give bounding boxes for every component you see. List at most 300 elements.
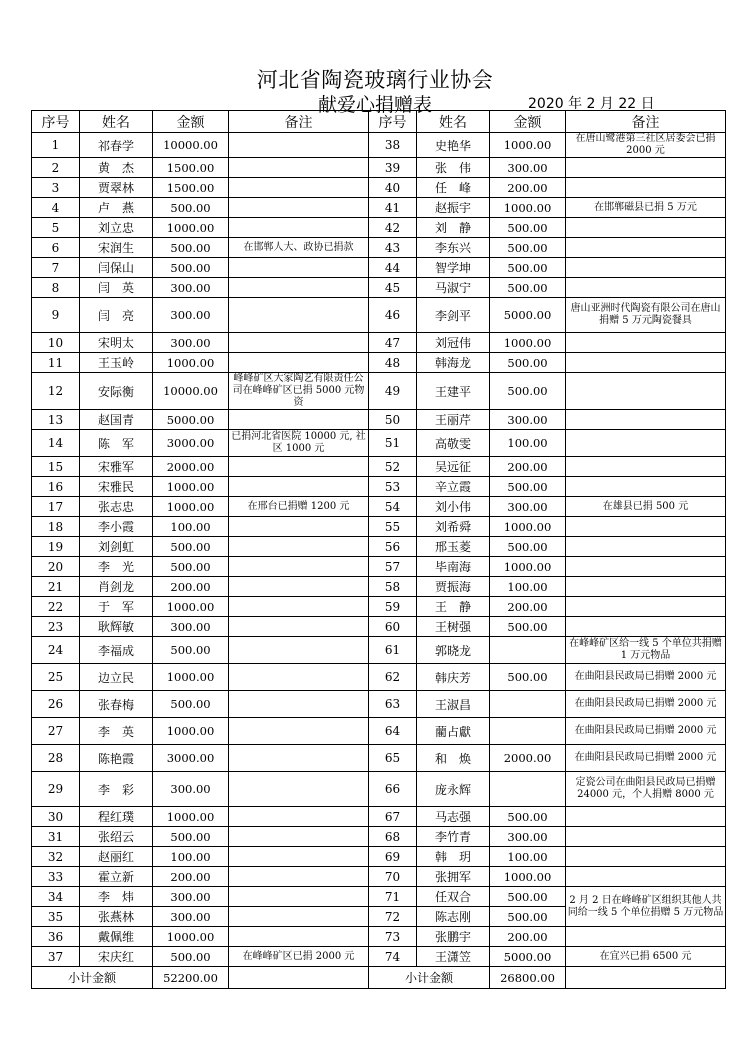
document-subtitle: 献爱心捐赠表 xyxy=(317,94,432,116)
amount-left: 1000.00 xyxy=(153,807,229,827)
amount-left: 1000.00 xyxy=(153,353,229,373)
note-right xyxy=(566,927,726,947)
amount-right: 500.00 xyxy=(490,258,566,278)
donor-name-left: 祁春学 xyxy=(80,133,153,158)
table-row xyxy=(32,430,726,457)
donor-name-right: 吴远征 xyxy=(417,457,490,477)
donor-name-left: 李 英 xyxy=(80,718,153,745)
table-row xyxy=(32,238,726,258)
note-right: 在邯郸磁县已捐 5 万元 xyxy=(566,198,726,218)
note-right xyxy=(566,353,726,373)
donor-name-left: 闫保山 xyxy=(80,258,153,278)
donor-name-right: 任双合 xyxy=(417,887,490,907)
row-number-left: 32 xyxy=(32,847,80,867)
amount-right: 5000.00 xyxy=(490,298,566,333)
row-number-right: 72 xyxy=(369,907,417,927)
row-number-left: 14 xyxy=(32,430,80,457)
table-row xyxy=(32,258,726,278)
amount-left: 5000.00 xyxy=(153,410,229,430)
amount-left: 100.00 xyxy=(153,517,229,537)
note-right: 在曲阳县民政局已捐赠 2000 元 xyxy=(566,664,726,691)
donor-name-left: 闫 亮 xyxy=(80,298,153,333)
note-left xyxy=(229,807,369,827)
donor-name-left: 陈 军 xyxy=(80,430,153,457)
donor-name-right: 张鹏宇 xyxy=(417,927,490,947)
note-left xyxy=(229,178,369,198)
amount-left: 3000.00 xyxy=(153,430,229,457)
document-date: 2020 年 2 月 22 日 xyxy=(528,96,655,112)
row-number-right: 53 xyxy=(369,477,417,497)
column-header-no-left: 序号 xyxy=(32,111,80,133)
note-right xyxy=(566,537,726,557)
table-row xyxy=(32,158,726,178)
row-number-left: 27 xyxy=(32,718,80,745)
note-right xyxy=(566,867,726,887)
donor-name-right: 王 静 xyxy=(417,597,490,617)
donor-name-right: 韩海龙 xyxy=(417,353,490,373)
amount-left: 200.00 xyxy=(153,577,229,597)
subtotal-label-right: 小计金额 xyxy=(369,967,490,989)
row-number-left: 34 xyxy=(32,887,80,907)
note-left xyxy=(229,298,369,333)
table-row xyxy=(32,198,726,218)
row-number-left: 13 xyxy=(32,410,80,430)
donor-name-left: 边立民 xyxy=(80,664,153,691)
amount-left: 300.00 xyxy=(153,887,229,907)
row-number-left: 20 xyxy=(32,557,80,577)
donor-name-left: 刘剑虹 xyxy=(80,537,153,557)
note-left xyxy=(229,477,369,497)
donor-name-left: 张绍云 xyxy=(80,827,153,847)
amount-right: 1000.00 xyxy=(490,517,566,537)
donor-name-left: 张春梅 xyxy=(80,691,153,718)
note-right xyxy=(566,827,726,847)
row-number-right: 69 xyxy=(369,847,417,867)
donation-table xyxy=(31,110,726,989)
amount-right xyxy=(490,637,566,664)
note-right: 在雄县已捐 500 元 xyxy=(566,497,726,517)
donor-name-right: 赵振宇 xyxy=(417,198,490,218)
row-number-left: 18 xyxy=(32,517,80,537)
amount-left: 1000.00 xyxy=(153,664,229,691)
note-right xyxy=(566,597,726,617)
amount-right: 300.00 xyxy=(490,827,566,847)
note-right xyxy=(566,517,726,537)
amount-right: 500.00 xyxy=(490,617,566,637)
note-left xyxy=(229,537,369,557)
table-row xyxy=(32,597,726,617)
donor-name-left: 刘立忠 xyxy=(80,218,153,238)
donor-name-left: 张燕林 xyxy=(80,907,153,927)
donor-name-left: 闫 英 xyxy=(80,278,153,298)
note-right: 定瓷公司在曲阳县民政局已捐赠 24000 元，个人捐赠 8000 元 xyxy=(566,772,726,807)
subtotal-amount-left: 52200.00 xyxy=(153,967,229,989)
donor-name-right: 邢玉菱 xyxy=(417,537,490,557)
amount-left: 1000.00 xyxy=(153,597,229,617)
donor-name-left: 赵丽红 xyxy=(80,847,153,867)
amount-right: 500.00 xyxy=(490,373,566,410)
amount-left: 500.00 xyxy=(153,198,229,218)
column-header-amount-left: 金额 xyxy=(153,111,229,133)
note-left xyxy=(229,218,369,238)
note-right: 在唐山鹭港第三社区居委会已捐 2000 元 xyxy=(566,133,726,158)
note-left xyxy=(229,577,369,597)
note-right xyxy=(566,218,726,238)
table-row xyxy=(32,537,726,557)
row-number-left: 7 xyxy=(32,258,80,278)
row-number-right: 48 xyxy=(369,353,417,373)
donor-name-left: 宋庆红 xyxy=(80,947,153,967)
row-number-left: 29 xyxy=(32,772,80,807)
table-row xyxy=(32,637,726,664)
amount-left: 1000.00 xyxy=(153,218,229,238)
row-number-right: 39 xyxy=(369,158,417,178)
row-number-right: 56 xyxy=(369,537,417,557)
note-right xyxy=(566,238,726,258)
donor-name-right: 王淑昌 xyxy=(417,691,490,718)
merged-note-71-72: 2 月 2 日在峰峰矿区组织其他人共同给一线 5 个单位捐赠 5 万元物品 xyxy=(566,887,726,927)
note-left xyxy=(229,457,369,477)
column-header-name-left: 姓名 xyxy=(80,111,153,133)
donor-name-right: 韩 玥 xyxy=(417,847,490,867)
donor-name-right: 刘希舜 xyxy=(417,517,490,537)
note-left xyxy=(229,827,369,847)
amount-right xyxy=(490,691,566,718)
row-number-left: 23 xyxy=(32,617,80,637)
table-row xyxy=(32,691,726,718)
donor-name-right: 智学坤 xyxy=(417,258,490,278)
table-row xyxy=(32,218,726,238)
donor-name-right: 刘冠伟 xyxy=(417,333,490,353)
amount-right: 500.00 xyxy=(490,477,566,497)
amount-right: 300.00 xyxy=(490,410,566,430)
note-left xyxy=(229,847,369,867)
note-right xyxy=(566,410,726,430)
column-header-amount-right: 金额 xyxy=(490,111,566,133)
row-number-right: 44 xyxy=(369,258,417,278)
row-number-left: 11 xyxy=(32,353,80,373)
row-number-right: 64 xyxy=(369,718,417,745)
row-number-left: 2 xyxy=(32,158,80,178)
row-number-right: 41 xyxy=(369,198,417,218)
donor-name-right: 韩庆芳 xyxy=(417,664,490,691)
donor-name-right: 张 伟 xyxy=(417,158,490,178)
amount-right: 200.00 xyxy=(490,178,566,198)
donor-name-right: 王建平 xyxy=(417,373,490,410)
donor-name-right: 李东兴 xyxy=(417,238,490,258)
row-number-left: 6 xyxy=(32,238,80,258)
note-left xyxy=(229,198,369,218)
table-row xyxy=(32,927,726,947)
amount-right: 500.00 xyxy=(490,353,566,373)
column-header-no-right: 序号 xyxy=(369,111,417,133)
donor-name-right: 刘 静 xyxy=(417,218,490,238)
amount-right: 500.00 xyxy=(490,218,566,238)
note-left xyxy=(229,557,369,577)
note-left xyxy=(229,664,369,691)
donor-name-right: 毕南海 xyxy=(417,557,490,577)
table-row xyxy=(32,333,726,353)
donor-name-right: 刘小伟 xyxy=(417,497,490,517)
amount-left: 200.00 xyxy=(153,867,229,887)
note-left: 在邯郸人大、政协已捐款 xyxy=(229,238,369,258)
row-number-right: 43 xyxy=(369,238,417,258)
amount-right: 500.00 xyxy=(490,664,566,691)
donor-name-left: 李 炜 xyxy=(80,887,153,907)
row-number-right: 38 xyxy=(369,133,417,158)
donor-name-left: 安际衡 xyxy=(80,373,153,410)
donor-name-right: 陈志刚 xyxy=(417,907,490,927)
amount-left: 10000.00 xyxy=(153,133,229,158)
donor-name-right: 李竹青 xyxy=(417,827,490,847)
row-number-right: 52 xyxy=(369,457,417,477)
row-number-left: 1 xyxy=(32,133,80,158)
amount-left: 300.00 xyxy=(153,278,229,298)
donor-name-right: 高敬雯 xyxy=(417,430,490,457)
amount-right: 100.00 xyxy=(490,847,566,867)
donor-name-left: 李福成 xyxy=(80,637,153,664)
row-number-left: 5 xyxy=(32,218,80,238)
amount-left: 300.00 xyxy=(153,617,229,637)
note-right: 在峰峰矿区给一线 5 个单位共捐赠 1 万元物品 xyxy=(566,637,726,664)
row-number-right: 50 xyxy=(369,410,417,430)
amount-left: 1000.00 xyxy=(153,477,229,497)
table-row xyxy=(32,847,726,867)
row-number-right: 70 xyxy=(369,867,417,887)
row-number-left: 24 xyxy=(32,637,80,664)
row-number-left: 37 xyxy=(32,947,80,967)
donor-name-right: 王潇笠 xyxy=(417,947,490,967)
note-right: 在宜兴已捐 6500 元 xyxy=(566,947,726,967)
subtotal-note-right xyxy=(566,967,726,989)
row-number-left: 33 xyxy=(32,867,80,887)
note-right xyxy=(566,158,726,178)
amount-left: 1500.00 xyxy=(153,158,229,178)
note-left xyxy=(229,617,369,637)
note-left xyxy=(229,597,369,617)
table-row xyxy=(32,617,726,637)
subtotal-note-left xyxy=(229,967,369,989)
table-row xyxy=(32,497,726,517)
amount-left: 1500.00 xyxy=(153,178,229,198)
row-number-right: 62 xyxy=(369,664,417,691)
table-row xyxy=(32,807,726,827)
amount-right: 500.00 xyxy=(490,887,566,907)
note-right xyxy=(566,847,726,867)
note-left xyxy=(229,745,369,772)
row-number-right: 54 xyxy=(369,497,417,517)
note-right: 唐山亚洲时代陶瓷有限公司在唐山捐赠 5 万元陶瓷餐具 xyxy=(566,298,726,333)
table-row xyxy=(32,887,726,907)
donor-name-right: 辛立霞 xyxy=(417,477,490,497)
donor-name-right: 郭晓龙 xyxy=(417,637,490,664)
donor-name-left: 陈艳霞 xyxy=(80,745,153,772)
note-right xyxy=(566,430,726,457)
row-number-right: 68 xyxy=(369,827,417,847)
row-number-left: 17 xyxy=(32,497,80,517)
row-number-right: 45 xyxy=(369,278,417,298)
donor-name-left: 贾翠林 xyxy=(80,178,153,198)
amount-left: 3000.00 xyxy=(153,745,229,772)
row-number-left: 25 xyxy=(32,664,80,691)
amount-right: 5000.00 xyxy=(490,947,566,967)
note-left xyxy=(229,133,369,158)
amount-right: 200.00 xyxy=(490,457,566,477)
table-row xyxy=(32,278,726,298)
note-right xyxy=(566,457,726,477)
note-left xyxy=(229,907,369,927)
table-row xyxy=(32,457,726,477)
amount-left: 500.00 xyxy=(153,557,229,577)
row-number-left: 22 xyxy=(32,597,80,617)
note-left xyxy=(229,772,369,807)
amount-left: 300.00 xyxy=(153,333,229,353)
donor-name-left: 王玉岭 xyxy=(80,353,153,373)
row-number-right: 47 xyxy=(369,333,417,353)
note-left: 在峰峰矿区已捐 2000 元 xyxy=(229,947,369,967)
amount-left: 500.00 xyxy=(153,258,229,278)
amount-left: 300.00 xyxy=(153,772,229,807)
donor-name-right: 张拥军 xyxy=(417,867,490,887)
row-number-right: 46 xyxy=(369,298,417,333)
donor-name-right: 藺占獻 xyxy=(417,718,490,745)
note-left xyxy=(229,333,369,353)
table-row xyxy=(32,477,726,497)
amount-right xyxy=(490,772,566,807)
row-number-left: 36 xyxy=(32,927,80,947)
table-row xyxy=(32,664,726,691)
note-left xyxy=(229,278,369,298)
amount-left: 500.00 xyxy=(153,827,229,847)
totals-row xyxy=(32,967,726,989)
amount-right: 100.00 xyxy=(490,430,566,457)
note-right xyxy=(566,373,726,410)
row-number-left: 19 xyxy=(32,537,80,557)
donor-name-left: 李 光 xyxy=(80,557,153,577)
donor-name-right: 庞永辉 xyxy=(417,772,490,807)
table-row xyxy=(32,410,726,430)
row-number-right: 67 xyxy=(369,807,417,827)
donor-name-left: 程红璞 xyxy=(80,807,153,827)
donor-name-left: 李小霞 xyxy=(80,517,153,537)
row-number-left: 3 xyxy=(32,178,80,198)
row-number-right: 60 xyxy=(369,617,417,637)
row-number-left: 10 xyxy=(32,333,80,353)
table-row xyxy=(32,298,726,333)
amount-right: 200.00 xyxy=(490,927,566,947)
amount-right xyxy=(490,718,566,745)
amount-right: 1000.00 xyxy=(490,133,566,158)
note-left xyxy=(229,887,369,907)
donor-name-left: 肖剑龙 xyxy=(80,577,153,597)
table-row xyxy=(32,373,726,410)
row-number-right: 51 xyxy=(369,430,417,457)
note-left xyxy=(229,927,369,947)
note-right xyxy=(566,617,726,637)
row-number-left: 12 xyxy=(32,373,80,410)
amount-right: 100.00 xyxy=(490,577,566,597)
amount-right: 1000.00 xyxy=(490,557,566,577)
table-row xyxy=(32,133,726,158)
donor-name-left: 霍立新 xyxy=(80,867,153,887)
amount-right: 200.00 xyxy=(490,597,566,617)
row-number-left: 16 xyxy=(32,477,80,497)
amount-right: 2000.00 xyxy=(490,745,566,772)
column-header-note-left: 备注 xyxy=(229,111,369,133)
note-right xyxy=(566,258,726,278)
note-right xyxy=(566,807,726,827)
note-right xyxy=(566,333,726,353)
donor-name-left: 戴佩维 xyxy=(80,927,153,947)
donor-name-left: 宋雅军 xyxy=(80,457,153,477)
amount-right: 500.00 xyxy=(490,807,566,827)
amount-right: 500.00 xyxy=(490,907,566,927)
table-row xyxy=(32,557,726,577)
amount-right: 500.00 xyxy=(490,278,566,298)
row-number-left: 31 xyxy=(32,827,80,847)
table-row xyxy=(32,827,726,847)
donor-name-right: 李剑平 xyxy=(417,298,490,333)
amount-right: 1000.00 xyxy=(490,333,566,353)
donor-name-right: 马淑宁 xyxy=(417,278,490,298)
table-row xyxy=(32,517,726,537)
note-left xyxy=(229,517,369,537)
note-left: 已捐河北省医院 10000 元, 社区 1000 元 xyxy=(229,430,369,457)
row-number-left: 21 xyxy=(32,577,80,597)
note-left xyxy=(229,158,369,178)
row-number-right: 40 xyxy=(369,178,417,198)
row-number-left: 15 xyxy=(32,457,80,477)
row-number-right: 61 xyxy=(369,637,417,664)
donor-name-right: 马志强 xyxy=(417,807,490,827)
amount-right: 300.00 xyxy=(490,158,566,178)
note-right: 在曲阳县民政局已捐赠 2000 元 xyxy=(566,718,726,745)
row-number-left: 35 xyxy=(32,907,80,927)
row-number-left: 4 xyxy=(32,198,80,218)
row-number-right: 71 xyxy=(369,887,417,907)
row-number-right: 59 xyxy=(369,597,417,617)
table-row xyxy=(32,745,726,772)
note-right: 在曲阳县民政局已捐赠 2000 元 xyxy=(566,745,726,772)
table-header-row xyxy=(32,111,726,133)
row-number-right: 74 xyxy=(369,947,417,967)
donor-name-right: 王树强 xyxy=(417,617,490,637)
row-number-right: 55 xyxy=(369,517,417,537)
donor-name-right: 任 峰 xyxy=(417,178,490,198)
row-number-right: 65 xyxy=(369,745,417,772)
note-left: 峰峰矿区大家陶艺有限责任公司在峰峰矿区已捐 5000 元物资 xyxy=(229,373,369,410)
donor-name-right: 和 焕 xyxy=(417,745,490,772)
donor-name-right: 史艳华 xyxy=(417,133,490,158)
note-left xyxy=(229,637,369,664)
note-left xyxy=(229,410,369,430)
subtotal-label-left: 小计金额 xyxy=(32,967,153,989)
note-left xyxy=(229,691,369,718)
amount-right: 1000.00 xyxy=(490,198,566,218)
amount-left: 500.00 xyxy=(153,537,229,557)
donor-name-left: 卢 燕 xyxy=(80,198,153,218)
donor-name-left: 李 彩 xyxy=(80,772,153,807)
row-number-right: 58 xyxy=(369,577,417,597)
donor-name-left: 宋润生 xyxy=(80,238,153,258)
donor-name-left: 于 军 xyxy=(80,597,153,617)
amount-left: 2000.00 xyxy=(153,457,229,477)
note-right: 在曲阳县民政局已捐赠 2000 元 xyxy=(566,691,726,718)
amount-right: 1000.00 xyxy=(490,867,566,887)
note-right xyxy=(566,557,726,577)
amount-left: 10000.00 xyxy=(153,373,229,410)
row-number-left: 8 xyxy=(32,278,80,298)
